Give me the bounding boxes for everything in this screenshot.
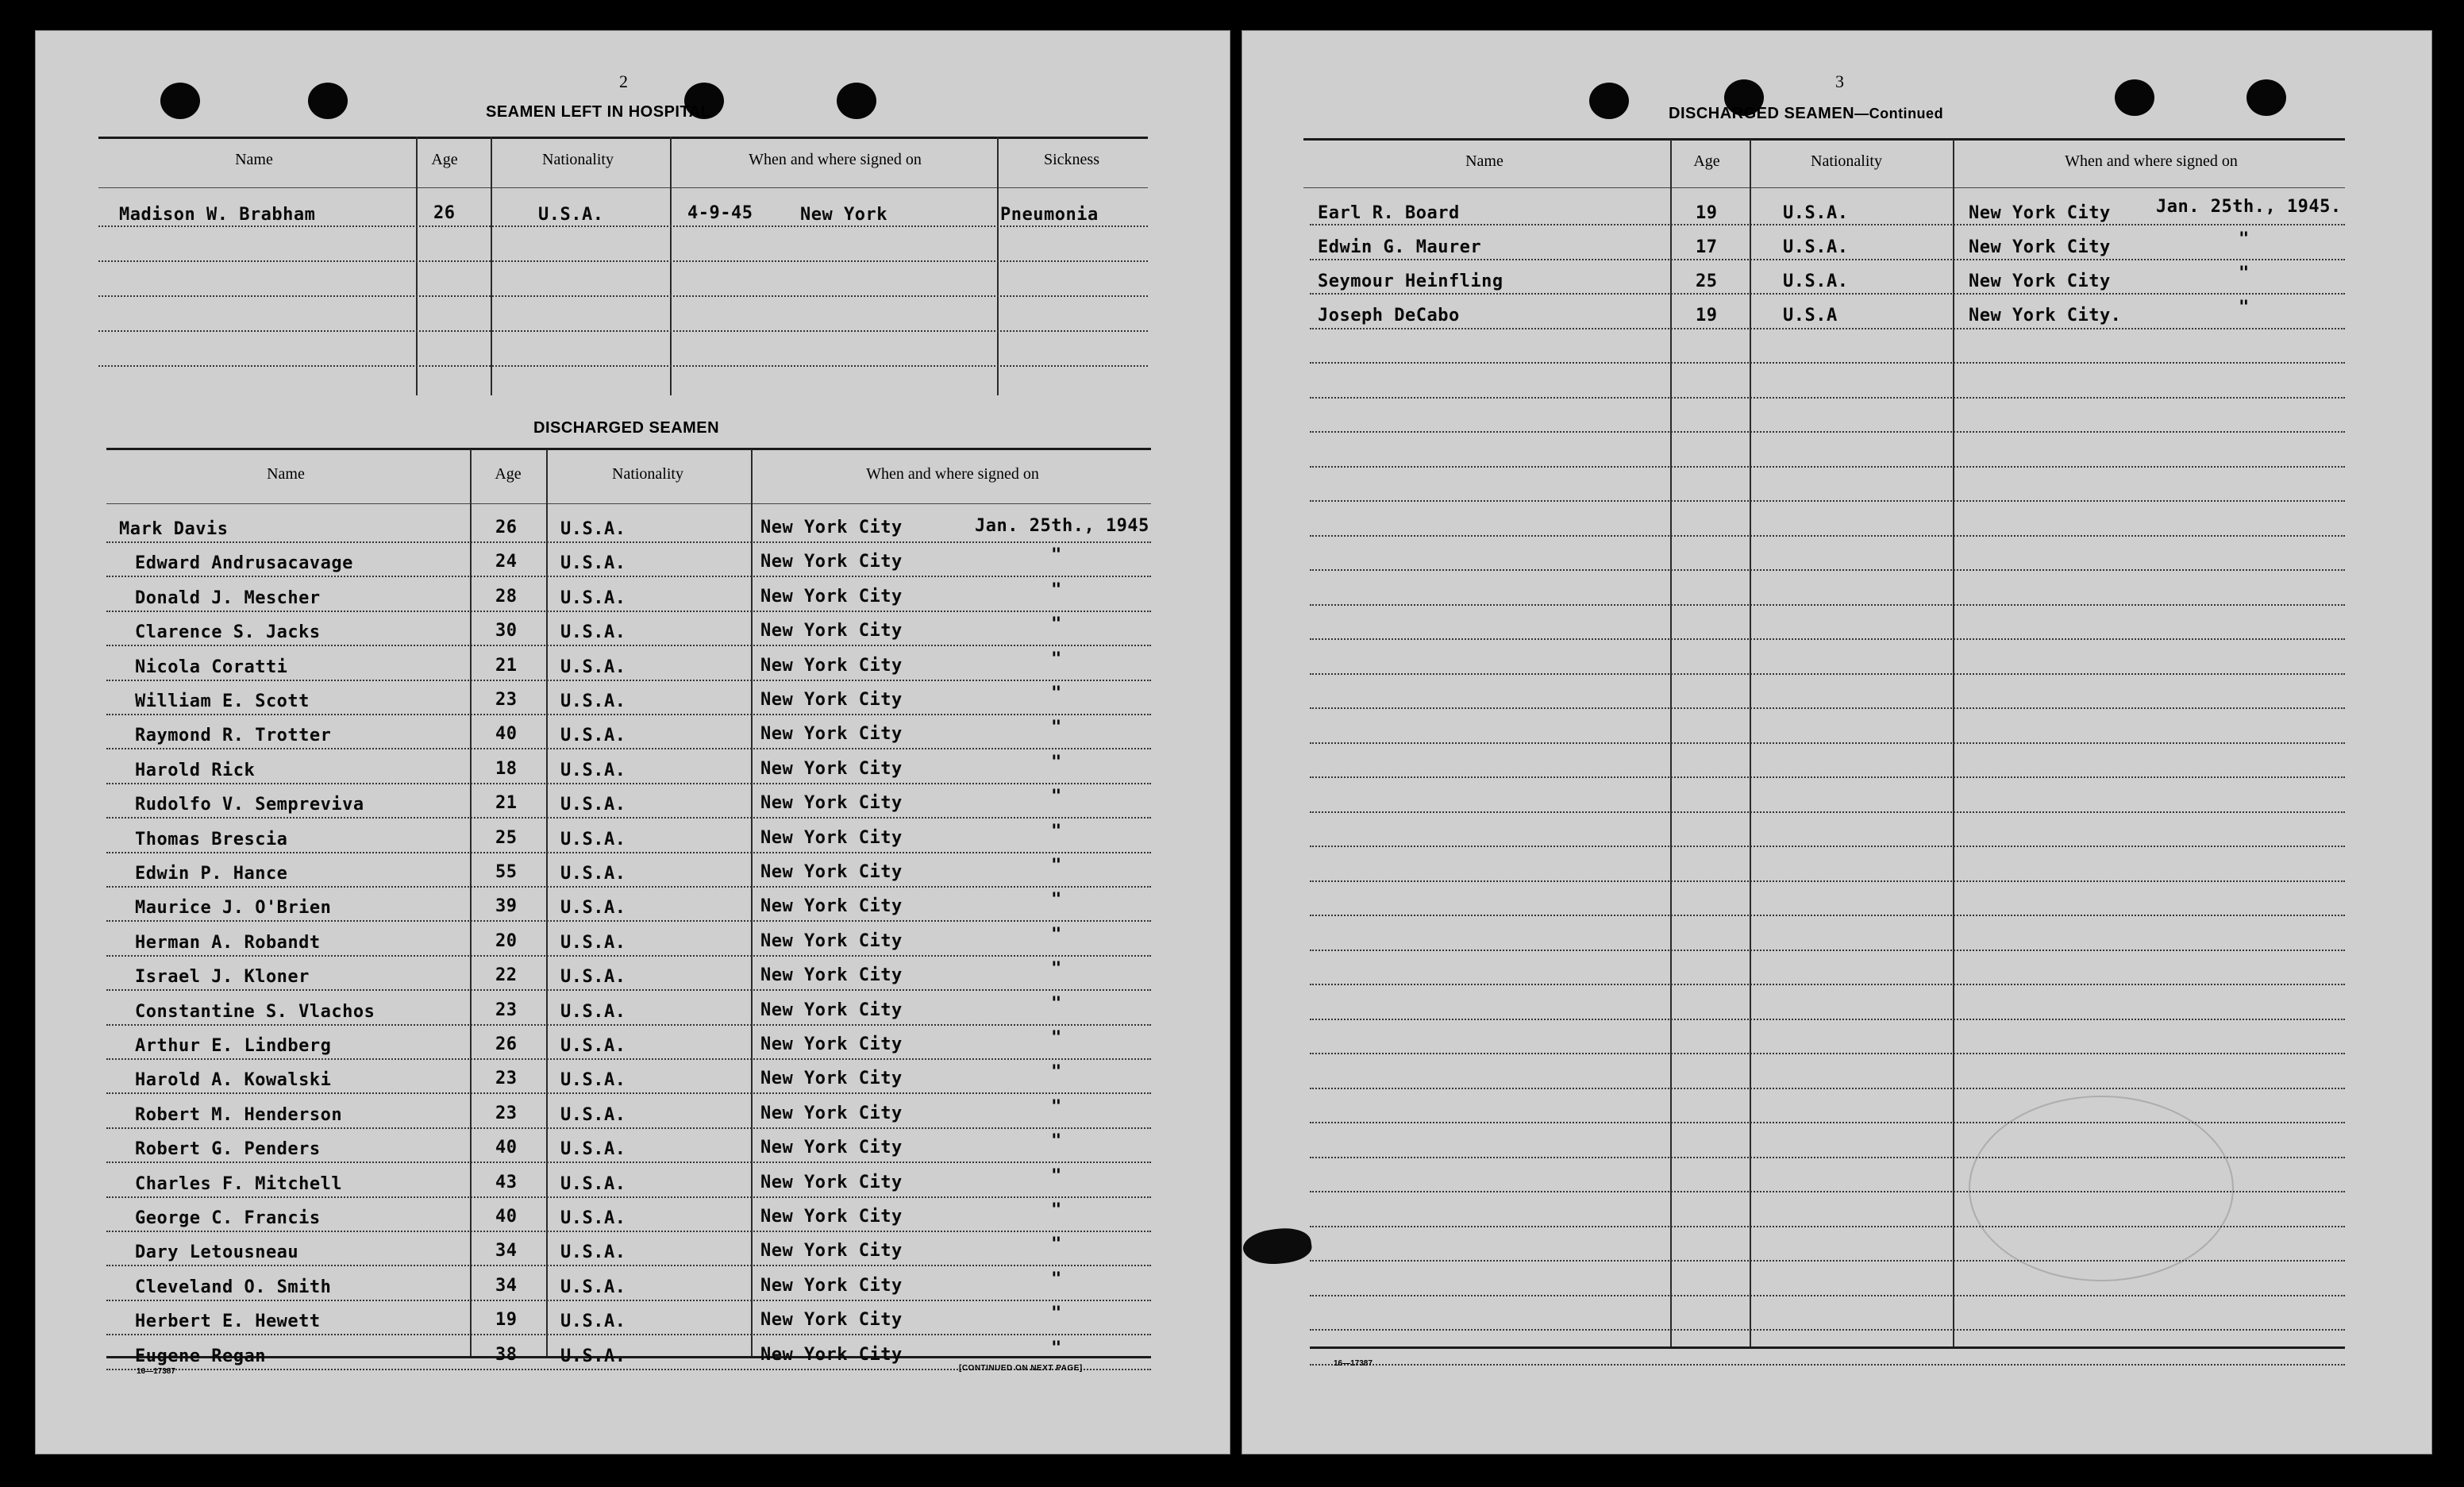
discharged-table-top-rule bbox=[106, 448, 1151, 450]
discharged-row-name: Harold A. Kowalski bbox=[135, 1070, 332, 1091]
discharged-row-name: Edward Andrusacavage bbox=[135, 553, 353, 574]
discharged-row-age: 20 bbox=[495, 930, 518, 951]
discharged-row-age: 39 bbox=[495, 896, 518, 917]
discharged-row-name: William E. Scott bbox=[135, 691, 310, 711]
hospital-column-divider bbox=[491, 137, 492, 395]
discharged-row-place: New York City bbox=[760, 552, 903, 572]
discharged-row-name: Israel J. Kloner bbox=[135, 967, 310, 988]
discharged-row-age: 22 bbox=[495, 965, 518, 986]
discharged-row-name: Eugene Regan bbox=[135, 1346, 266, 1366]
discharged-row-line bbox=[106, 748, 1151, 749]
right-row-line bbox=[1310, 811, 2345, 813]
discharged-header-cell: Age bbox=[495, 465, 522, 483]
ditto-mark: " bbox=[1051, 1028, 1062, 1048]
discharged-row-name: George C. Francis bbox=[135, 1208, 321, 1228]
discharged-row-line bbox=[106, 1300, 1151, 1301]
discharged-row-nationality: U.S.A. bbox=[560, 829, 626, 849]
discharged-row-name: Thomas Brescia bbox=[135, 829, 288, 849]
hospital-row-sickness: Pneumonia bbox=[1000, 205, 1099, 225]
discharged-row-age: 21 bbox=[495, 655, 518, 676]
right-row-place: New York City. bbox=[1969, 306, 2122, 326]
right-row-place: New York City bbox=[1969, 272, 2111, 291]
hospital-row-name: Madison W. Brabham bbox=[119, 205, 316, 225]
discharged-row-age: 19 bbox=[495, 1310, 518, 1331]
ditto-mark: " bbox=[2239, 229, 2250, 249]
discharged-row-line bbox=[106, 1092, 1151, 1094]
hospital-row-date: 4-9-45 bbox=[687, 203, 753, 223]
hospital-table-top-rule bbox=[98, 137, 1148, 139]
right-header-cell: Nationality bbox=[1811, 152, 1882, 170]
right-row-line bbox=[1310, 1364, 2345, 1366]
discharged-header-cell: Name bbox=[267, 465, 305, 483]
punch-hole bbox=[837, 83, 876, 119]
right-row-age: 19 bbox=[1696, 306, 1718, 326]
right-row-line bbox=[1310, 950, 2345, 951]
discharged-column-divider bbox=[546, 449, 548, 1358]
discharged-row-place: New York City bbox=[760, 1069, 903, 1089]
discharged-row-place: New York City bbox=[760, 621, 903, 641]
hospital-column-divider bbox=[670, 137, 672, 395]
title-suffix: —Continued bbox=[1854, 106, 1944, 121]
discharged-row-age: 26 bbox=[495, 518, 518, 537]
discharged-row-nationality: U.S.A. bbox=[560, 519, 626, 539]
discharged-row-nationality: U.S.A. bbox=[560, 795, 626, 815]
right-row-line bbox=[1310, 466, 2345, 468]
form-code: 16—17387 bbox=[137, 1367, 175, 1376]
hospital-header-rule bbox=[98, 187, 1148, 188]
discharged-row-name: Raymond R. Trotter bbox=[135, 726, 332, 746]
discharged-row-line bbox=[106, 783, 1151, 784]
ditto-mark: " bbox=[1051, 614, 1062, 635]
discharged-row-line bbox=[106, 817, 1151, 819]
right-row-line bbox=[1310, 1191, 2345, 1192]
right-row-line bbox=[1310, 431, 2345, 433]
discharged-row-place: New York City bbox=[760, 896, 903, 917]
discharged-row-line bbox=[106, 1196, 1151, 1198]
hospital-header-cell: Name bbox=[235, 151, 273, 168]
right-row-line bbox=[1310, 397, 2345, 399]
discharged-row-line bbox=[106, 886, 1151, 888]
discharged-row-place: New York City bbox=[760, 518, 903, 537]
discharged-row-nationality: U.S.A. bbox=[560, 1139, 626, 1160]
ditto-mark: " bbox=[1051, 545, 1062, 566]
right-row-line bbox=[1310, 569, 2345, 571]
hospital-header-cell: Nationality bbox=[542, 151, 614, 168]
discharged-row-line bbox=[106, 645, 1151, 646]
discharged-row-place: New York City bbox=[760, 1241, 903, 1262]
discharged-row-name: Herbert E. Hewett bbox=[135, 1312, 321, 1332]
hospital-header-cell: When and where signed on bbox=[749, 151, 922, 168]
punch-hole bbox=[308, 83, 348, 119]
discharged-row-place: New York City bbox=[760, 586, 903, 607]
right-row-name: Edwin G. Maurer bbox=[1318, 237, 1482, 257]
right-row-date: Jan. 25th., 1945. bbox=[2156, 197, 2342, 217]
discharged-row-age: 38 bbox=[495, 1344, 518, 1365]
ditto-mark: " bbox=[1051, 1062, 1062, 1083]
right-row-nationality: U.S.A. bbox=[1783, 203, 1849, 223]
right-row-age: 25 bbox=[1696, 272, 1718, 291]
discharged-row-nationality: U.S.A. bbox=[560, 1312, 626, 1332]
right-row-line bbox=[1310, 1088, 2345, 1089]
discharged-header-cell: When and where signed on bbox=[866, 465, 1039, 483]
discharged-row-age: 23 bbox=[495, 690, 518, 710]
discharged-row-name: Dary Letousneau bbox=[135, 1242, 299, 1263]
ditto-mark: " bbox=[1051, 1235, 1062, 1255]
right-row-line bbox=[1310, 604, 2345, 606]
hospital-row-line bbox=[98, 365, 1148, 367]
discharged-row-line bbox=[106, 920, 1151, 922]
discharged-row-nationality: U.S.A. bbox=[560, 1070, 626, 1091]
discharged-row-age: 30 bbox=[495, 621, 518, 641]
discharged-row-nationality: U.S.A. bbox=[560, 1104, 626, 1125]
right-row-line bbox=[1310, 638, 2345, 640]
discharged-row-age: 24 bbox=[495, 552, 518, 572]
discharged-row-place: New York City bbox=[760, 724, 903, 745]
ditto-mark: " bbox=[1051, 959, 1062, 980]
continued-note: [CONTINUED ON NEXT PAGE] bbox=[959, 1364, 1083, 1373]
discharged-row-name: Robert M. Henderson bbox=[135, 1104, 343, 1125]
discharged-row-age: 23 bbox=[495, 1103, 518, 1123]
discharged-column-divider bbox=[751, 449, 753, 1358]
right-row-line bbox=[1310, 1122, 2345, 1123]
discharged-row-nationality: U.S.A. bbox=[560, 622, 626, 643]
discharged-row-name: Cleveland O. Smith bbox=[135, 1277, 332, 1297]
discharged-row-nationality: U.S.A. bbox=[560, 864, 626, 884]
hospital-row-nationality: U.S.A. bbox=[538, 205, 604, 225]
right-row-line bbox=[1310, 846, 2345, 847]
discharged-row-age: 34 bbox=[495, 1275, 518, 1296]
discharged-row-place: New York City bbox=[760, 655, 903, 676]
discharged-row-name: Nicola Coratti bbox=[135, 657, 288, 677]
discharged-row-nationality: U.S.A. bbox=[560, 1346, 626, 1366]
ditto-mark: " bbox=[1051, 890, 1062, 911]
punch-hole bbox=[1589, 83, 1629, 119]
discharged-row-nationality: U.S.A. bbox=[560, 1173, 626, 1194]
discharged-column-divider bbox=[470, 449, 472, 1358]
discharged-row-name: Arthur E. Lindberg bbox=[135, 1036, 332, 1056]
discharged-row-nationality: U.S.A. bbox=[560, 1242, 626, 1263]
discharged-row-nationality: U.S.A. bbox=[560, 932, 626, 953]
discharged-row-age: 40 bbox=[495, 724, 518, 745]
right-row-line bbox=[1310, 224, 2345, 225]
discharged-row-age: 40 bbox=[495, 1207, 518, 1227]
right-row-line bbox=[1310, 880, 2345, 882]
right-row-line bbox=[1310, 362, 2345, 364]
discharged-row-name: Herman A. Robandt bbox=[135, 932, 321, 953]
right-row-line bbox=[1310, 1053, 2345, 1054]
discharged-row-name: Charles F. Mitchell bbox=[135, 1173, 343, 1194]
discharged-row-age: 26 bbox=[495, 1034, 518, 1054]
discharged-row-place: New York City bbox=[760, 827, 903, 848]
discharged-row-nationality: U.S.A. bbox=[560, 760, 626, 780]
right-row-name: Earl R. Board bbox=[1318, 203, 1460, 223]
discharged-row-name: Rudolfo V. Sempreviva bbox=[135, 795, 364, 815]
ditto-mark: " bbox=[2239, 298, 2250, 318]
discharged-row-place: New York City bbox=[760, 1103, 903, 1123]
discharged-row-nationality: U.S.A. bbox=[560, 726, 626, 746]
ditto-mark: " bbox=[1051, 924, 1062, 945]
right-row-line bbox=[1310, 328, 2345, 329]
right-row-place: New York City bbox=[1969, 203, 2111, 223]
discharged-header-cell: Nationality bbox=[612, 465, 683, 483]
right-row-line bbox=[1310, 259, 2345, 260]
right-row-nationality: U.S.A bbox=[1783, 306, 1838, 326]
page-number: 2 bbox=[619, 71, 628, 91]
discharged-row-age: 34 bbox=[495, 1241, 518, 1262]
discharged-row-place: New York City bbox=[760, 862, 903, 882]
hospital-row-line bbox=[98, 260, 1148, 262]
discharged-row-line bbox=[106, 1161, 1151, 1163]
right-row-line bbox=[1310, 1295, 2345, 1296]
discharged-row-name: Clarence S. Jacks bbox=[135, 622, 321, 643]
hospital-column-divider bbox=[416, 137, 418, 395]
hospital-row-age: 26 bbox=[433, 203, 456, 223]
ditto-mark: " bbox=[1051, 649, 1062, 669]
discharged-header-rule bbox=[106, 503, 1151, 504]
discharged-row-line bbox=[106, 611, 1151, 612]
right-row-nationality: U.S.A. bbox=[1783, 237, 1849, 257]
discharged-row-age: 40 bbox=[495, 1138, 518, 1158]
ditto-mark: " bbox=[1051, 1200, 1062, 1220]
punch-hole bbox=[160, 83, 200, 119]
right-row-line bbox=[1310, 1019, 2345, 1020]
discharged-row-name: Constantine S. Vlachos bbox=[135, 1001, 375, 1022]
right-row-place: New York City bbox=[1969, 237, 2111, 257]
form-code: 16—17387 bbox=[1334, 1359, 1373, 1368]
right-row-line bbox=[1310, 915, 2345, 916]
page-number: 3 bbox=[1835, 71, 1844, 91]
discharged-row-nationality: U.S.A. bbox=[560, 587, 626, 608]
right-header-cell: Name bbox=[1465, 152, 1503, 170]
discharged-row-name: Donald J. Mescher bbox=[135, 587, 321, 608]
right-row-age: 19 bbox=[1696, 203, 1718, 223]
discharged-row-nationality: U.S.A. bbox=[560, 1277, 626, 1297]
discharged-row-age: 23 bbox=[495, 1069, 518, 1089]
discharged-row-line bbox=[106, 1265, 1151, 1266]
discharged-row-nationality: U.S.A. bbox=[560, 967, 626, 988]
right-row-age: 17 bbox=[1696, 237, 1718, 257]
hospital-header-cell: Sickness bbox=[1044, 151, 1099, 168]
discharged-row-place: New York City bbox=[760, 930, 903, 951]
hospital-row-place: New York bbox=[800, 205, 887, 225]
right-row-line bbox=[1310, 535, 2345, 537]
discharged-row-nationality: U.S.A. bbox=[560, 1036, 626, 1056]
ditto-mark: " bbox=[1051, 684, 1062, 703]
ditto-mark: " bbox=[1051, 718, 1062, 738]
punch-hole bbox=[2246, 79, 2286, 116]
right-header-cell: Age bbox=[1693, 152, 1720, 170]
discharged-row-name: Robert G. Penders bbox=[135, 1139, 321, 1160]
ditto-mark: " bbox=[1051, 1165, 1062, 1186]
right-row-line bbox=[1310, 1226, 2345, 1227]
right-row-line bbox=[1310, 742, 2345, 744]
discharged-row-age: 21 bbox=[495, 793, 518, 814]
discharged-row-place: New York City bbox=[760, 1034, 903, 1054]
ditto-mark: " bbox=[1051, 1304, 1062, 1324]
discharged-row-age: 28 bbox=[495, 586, 518, 607]
discharged-row-name: Edwin P. Hance bbox=[135, 864, 288, 884]
discharged-row-line bbox=[106, 541, 1151, 543]
discharged-row-line bbox=[106, 1058, 1151, 1060]
discharged-row-place: New York City bbox=[760, 1000, 903, 1020]
ditto-mark: " bbox=[1051, 993, 1062, 1014]
ditto-mark: " bbox=[1051, 580, 1062, 600]
discharged-row-nationality: U.S.A. bbox=[560, 1001, 626, 1022]
discharged-row-name: Harold Rick bbox=[135, 760, 256, 780]
discharged-row-age: 55 bbox=[495, 862, 518, 882]
discharged-section-title: DISCHARGED SEAMEN bbox=[533, 419, 720, 437]
right-row-line bbox=[1310, 673, 2345, 675]
discharged-row-line bbox=[106, 1334, 1151, 1335]
faded-stamp bbox=[1969, 1096, 2234, 1281]
discharged-row-place: New York City bbox=[760, 793, 903, 814]
right-header-rule bbox=[1303, 187, 2345, 188]
discharged-row-nationality: U.S.A. bbox=[560, 553, 626, 574]
discharged-row-line bbox=[106, 714, 1151, 715]
discharged-row-line bbox=[106, 955, 1151, 957]
punch-hole bbox=[2115, 79, 2154, 116]
ditto-mark: " bbox=[1051, 856, 1062, 876]
discharged-row-age: 43 bbox=[495, 1172, 518, 1192]
discharged-row-place: New York City bbox=[760, 1275, 903, 1296]
discharged-row-age: 23 bbox=[495, 1000, 518, 1020]
right-row-name: Seymour Heinfling bbox=[1318, 272, 1503, 291]
right-row-line bbox=[1310, 707, 2345, 709]
ditto-mark: " bbox=[1051, 1338, 1062, 1358]
hospital-row-line bbox=[98, 225, 1148, 227]
discharged-row-nationality: U.S.A. bbox=[560, 691, 626, 711]
discharged-row-nationality: U.S.A. bbox=[560, 898, 626, 919]
right-table-bottom-rule bbox=[1310, 1346, 2345, 1349]
discharged-row-place: New York City bbox=[760, 690, 903, 710]
right-row-line bbox=[1310, 500, 2345, 502]
discharged-row-place: New York City bbox=[760, 1172, 903, 1192]
discharged-row-place: New York City bbox=[760, 1310, 903, 1331]
ditto-mark: " bbox=[1051, 1269, 1062, 1289]
discharged-row-age: 18 bbox=[495, 758, 518, 779]
discharged-row-place: New York City bbox=[760, 758, 903, 779]
discharged-row-line bbox=[106, 852, 1151, 853]
right-row-line bbox=[1310, 1260, 2345, 1262]
discharged-row-place: New York City bbox=[760, 965, 903, 986]
hospital-section-title: SEAMEN LEFT IN HOSPITAL bbox=[486, 103, 711, 121]
ditto-mark: " bbox=[1051, 752, 1062, 772]
discharged-row-place: New York City bbox=[760, 1344, 903, 1365]
discharged-row-date: Jan. 25th., 1945 bbox=[975, 516, 1149, 536]
hospital-column-divider bbox=[997, 137, 999, 395]
discharged-row-line bbox=[106, 989, 1151, 991]
discharged-row-place: New York City bbox=[760, 1207, 903, 1227]
right-row-nationality: U.S.A. bbox=[1783, 272, 1849, 291]
right-row-name: Joseph DeCabo bbox=[1318, 306, 1460, 326]
ditto-mark: " bbox=[1051, 1131, 1062, 1152]
discharged-row-name: Mark Davis bbox=[119, 519, 229, 539]
discharged-row-line bbox=[106, 1231, 1151, 1232]
ditto-mark: " bbox=[1051, 1096, 1062, 1117]
right-header-cell: When and where signed on bbox=[2065, 152, 2238, 170]
discharged-row-nationality: U.S.A. bbox=[560, 657, 626, 677]
discharged-row-line bbox=[106, 1127, 1151, 1129]
right-row-line bbox=[1310, 1157, 2345, 1158]
hospital-header-cell: Age bbox=[431, 151, 458, 168]
discharged-continued-title: DISCHARGED SEAMEN—Continued bbox=[1669, 105, 1944, 122]
discharged-row-name: Maurice J. O'Brien bbox=[135, 898, 332, 919]
discharged-row-line bbox=[106, 1024, 1151, 1026]
right-row-line bbox=[1310, 984, 2345, 985]
right-row-line bbox=[1310, 1329, 2345, 1331]
discharged-row-place: New York City bbox=[760, 1138, 903, 1158]
ditto-mark: " bbox=[1051, 787, 1062, 807]
ditto-mark: " bbox=[1051, 821, 1062, 842]
right-table-top-rule bbox=[1303, 138, 2345, 141]
discharged-row-line bbox=[106, 680, 1151, 681]
hospital-row-line bbox=[98, 330, 1148, 332]
discharged-row-line bbox=[106, 576, 1151, 577]
discharged-row-age: 25 bbox=[495, 827, 518, 848]
ditto-mark: " bbox=[2239, 264, 2250, 283]
right-row-line bbox=[1310, 776, 2345, 778]
right-row-line bbox=[1310, 293, 2345, 295]
hospital-row-line bbox=[98, 295, 1148, 297]
discharged-row-nationality: U.S.A. bbox=[560, 1208, 626, 1228]
